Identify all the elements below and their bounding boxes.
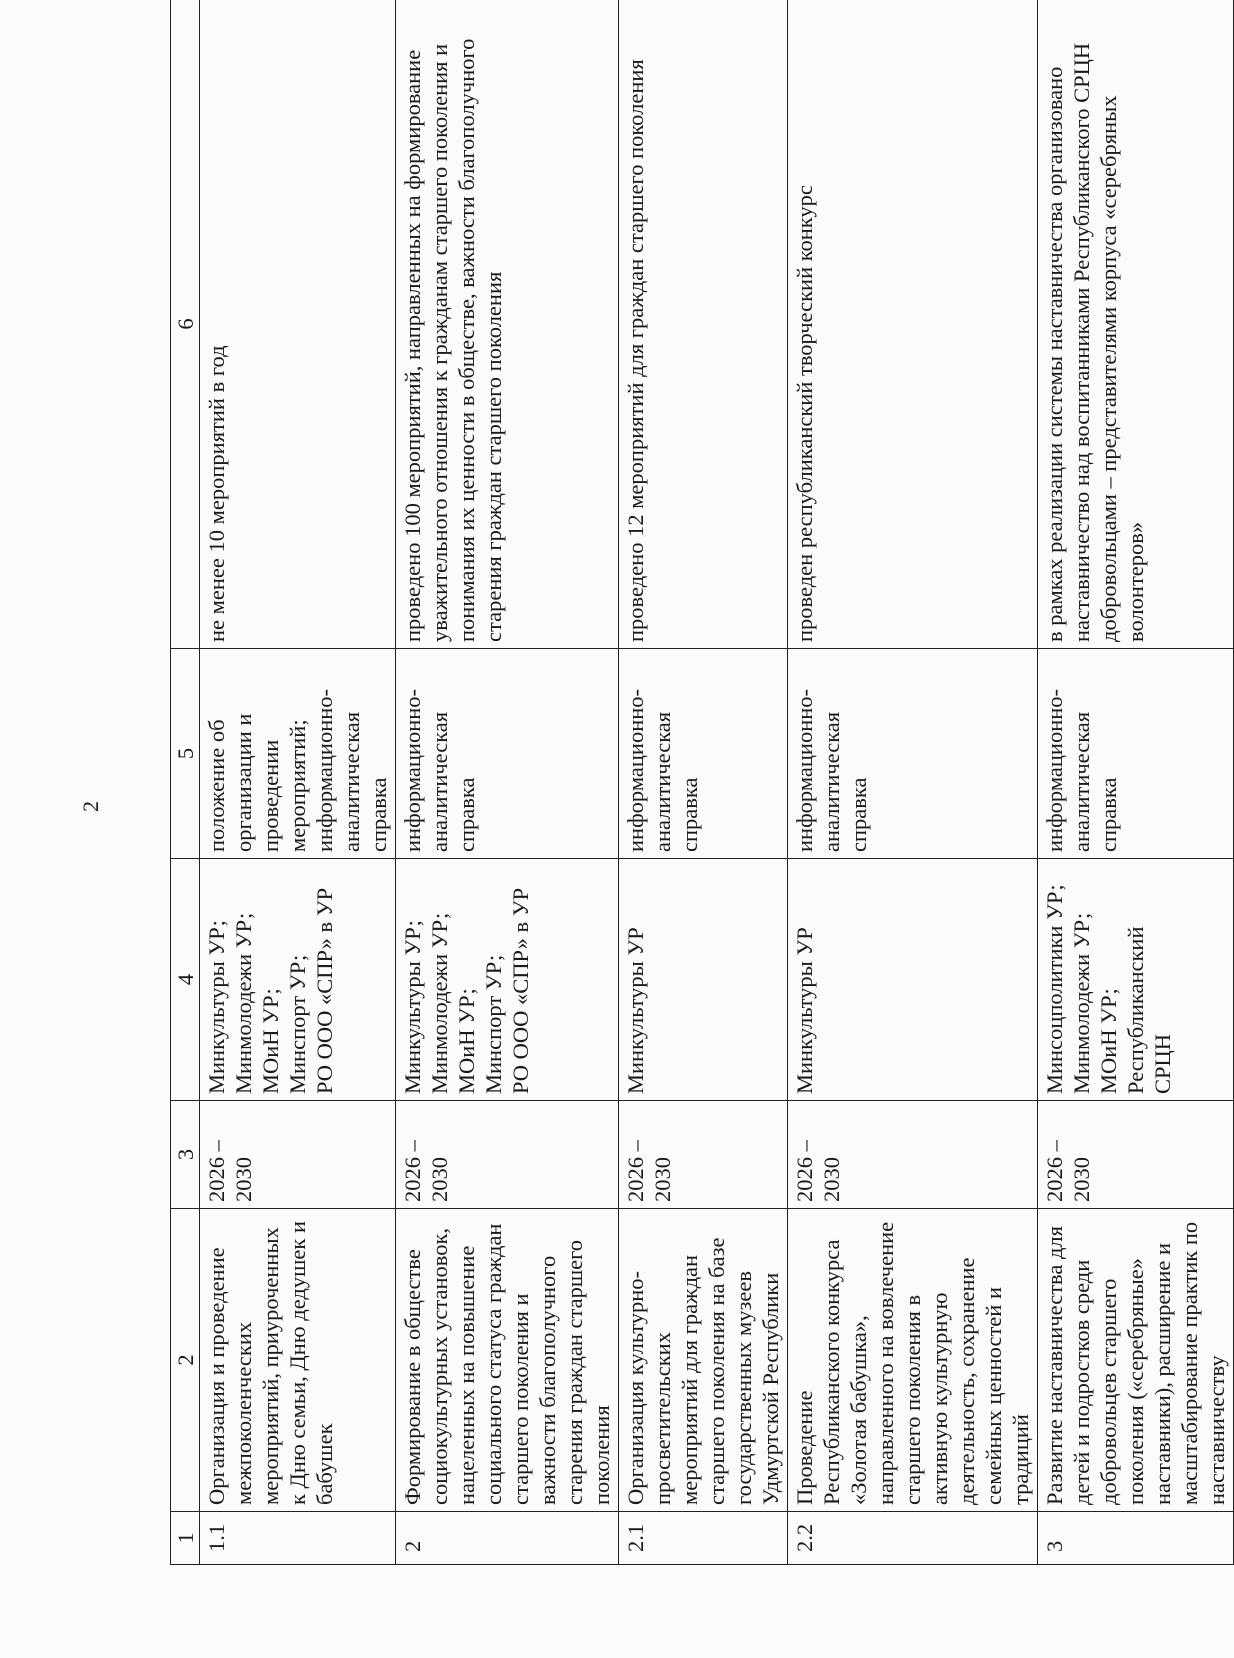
activity-name: Развитие наставничества для детей и подростков среди добровольцев старшего поколения («серебряные» наставники), расширение и масштабирование практик по наставничеству bbox=[1038, 1209, 1234, 1512]
table-row bbox=[1038, 0, 1234, 1565]
table-row bbox=[200, 0, 396, 1565]
header-col-3: 3 bbox=[171, 1101, 200, 1209]
executor: МОиН УР; bbox=[1096, 988, 1121, 1094]
row-number: 2 bbox=[396, 1512, 619, 1565]
expected-result: в рамках реализации системы наставничества организовано наставничество над воспитанниками Республиканского СРЦН добровольцами – представителями корпуса «серебряных волонтеров» bbox=[1038, 0, 1234, 649]
row-number: 2.2 bbox=[788, 1512, 1038, 1565]
executors bbox=[1038, 859, 1234, 1101]
executors bbox=[200, 859, 396, 1101]
document-type: информационно-аналитическая справка bbox=[396, 649, 619, 859]
expected-result: проведено 100 мероприятий, направленных на формирование уважительного отношения к гражданам старшего поколения и понимания их ценности в обществе, важности благополучного старения граждан старшего поколения bbox=[396, 0, 619, 649]
activity-name: Организация культурно-просветительских мероприятий для граждан старшего поколения на базе государственных музеев Удмуртской Республики bbox=[619, 1209, 788, 1512]
executor: МОиН УР; bbox=[258, 988, 283, 1094]
row-number: 3 bbox=[1038, 1512, 1234, 1565]
expected-result: проведен республиканский творческий конкурс bbox=[788, 0, 1038, 649]
activity-name: Проведение Республиканского конкурса «Золотая бабушка», направленного на вовлечение старшего поколения в активную культурную деятельность, сохранение семейных ценностей и традиций bbox=[788, 1209, 1038, 1512]
period: 2026 – 2030 bbox=[200, 1101, 396, 1209]
header-col-2: 2 bbox=[171, 1209, 200, 1512]
period: 2026 – 2030 bbox=[619, 1101, 788, 1209]
activities-table bbox=[170, 0, 1234, 1565]
row-number: 2.1 bbox=[619, 1512, 788, 1565]
activity-name: Формирование в обществе социокультурных установок, нацеленных на повышение социального статуса граждан старшего поколения и важности благополучного старения граждан старшего поколения bbox=[396, 1209, 619, 1512]
expected-result: проведено 12 мероприятий для граждан старшего поколения bbox=[619, 0, 788, 649]
document-type: информационно-аналитическая справка bbox=[1038, 649, 1234, 859]
executor: Минмолодежи УР; bbox=[1069, 912, 1094, 1094]
executor: Минкультуры УР; bbox=[204, 920, 229, 1094]
document-type: положение об организации и проведении мероприятий; информационно-аналитическая справка bbox=[200, 649, 396, 859]
header-col-1: 1 bbox=[171, 1512, 200, 1565]
executors bbox=[788, 859, 1038, 1101]
executor: РО ООО «СПР» в УР bbox=[508, 887, 533, 1094]
executor: Минсоцполитики УР; bbox=[1042, 884, 1067, 1094]
executor: РО ООО «СПР» в УР bbox=[312, 887, 337, 1094]
period: 2026 – 2030 bbox=[396, 1101, 619, 1209]
executor: Республиканский СРЦН bbox=[1123, 926, 1175, 1094]
executor: Минспорт УР; bbox=[481, 954, 506, 1094]
executor: Минкультуры УР; bbox=[400, 920, 425, 1094]
executor: Минкультуры УР bbox=[792, 927, 817, 1094]
row-number: 1.1 bbox=[200, 1512, 396, 1565]
executor: Минспорт УР; bbox=[285, 954, 310, 1094]
header-col-4: 4 bbox=[171, 859, 200, 1101]
activity-name: Организация и проведение межпоколенческих мероприятий, приуроченных к Дню семьи, Дню дедушек и бабушек bbox=[200, 1209, 396, 1512]
header-col-5: 5 bbox=[171, 649, 200, 859]
document-table-wrapper bbox=[170, 0, 1229, 1565]
table-row bbox=[788, 0, 1038, 1565]
executors bbox=[396, 859, 619, 1101]
period: 2026 – 2030 bbox=[788, 1101, 1038, 1209]
executor: Минмолодежи УР; bbox=[231, 912, 256, 1094]
header-row bbox=[171, 0, 200, 1565]
expected-result: не менее 10 мероприятий в год bbox=[200, 0, 396, 649]
table-row bbox=[619, 0, 788, 1565]
header-col-6: 6 bbox=[171, 0, 200, 649]
period: 2026 – 2030 bbox=[1038, 1101, 1234, 1209]
document-type: информационно-аналитическая справка bbox=[788, 649, 1038, 859]
executor: МОиН УР; bbox=[454, 988, 479, 1094]
table-row bbox=[396, 0, 619, 1565]
executor: Минкультуры УР bbox=[623, 927, 648, 1094]
document-type: информационно-аналитическая справка bbox=[619, 649, 788, 859]
executors bbox=[619, 859, 788, 1101]
executor: Минмолодежи УР; bbox=[427, 912, 452, 1094]
page-number: 2 bbox=[78, 801, 103, 812]
